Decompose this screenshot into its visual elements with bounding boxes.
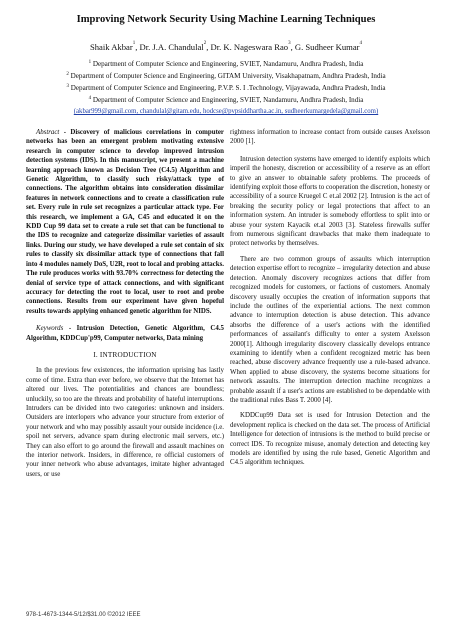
affiliation-superscript: 1 <box>88 60 92 65</box>
body-paragraph: There are two common groups of assaults which interruption detection expertise effort to recognize – irregularity detection and abuse detection. Anomaly discovery recognizes actions that differ from recognized models for customers, or factions of customers. Anomaly discovery usually occupies the creation of information supports that include the outlines of the experiential actions. The next common advance to interruption detection is abuse detection. This advance absorbs the difference of a user's actions with the identified performances of assailant's difficulty to enter a system Axelsson 2000[1]. Although irregularity discovery classically develops entrance examining to identify when a confident recognized metric has been reached, abuse discovery advance frequently use a rule-based advance. When applied to abuse discovery, the systems become situations for network assaults. The interruption detection machine recognizes a probable assault if a user's actions are established to be dependable with the traditional rules Bass T. 2000 [4]. <box>230 255 430 404</box>
author-name: G. Sudheer Kumar <box>294 42 360 52</box>
body-paragraph: Intrusion detection systems have emerged to identify exploits which imperil the honesty, discretion or accessibility of a reserve as an effort to give an answer to obtainable safety problems. The proceeds of identifying exploit those efforts to cooperation the discretion, honesty or accessibility of a source Kruegel C et.al 2002 [2]. Intrusion is the act of breaking the security policy or legal protections that affect to an information system. An intruder is somebody effortless to split into or abuse your system Kayacik et.al 2003 [3]. Stateless firewalls suffer from numerous significant drawbacks that make them inadequate to protect networks by themselves. <box>230 155 430 248</box>
left-column <box>26 128 224 485</box>
abstract-text: - Discovery of malicious correlations in computer networks has been an emergent problem motivating extensive research in computer science to develop improved intrusion detection systems (IDS). In this manuscript, we present a machine learning approach known as Decision Tree (C4.5) Algorithm and Genetic Algorithm, to classify such risky/attack type of connections. The algorithm obtains into consideration dissimilar features in network connections and to create a classification rule set. Every rule in rule set recognizes a particular attack type. For this research, we implement a GA, C45 and educated it on the KDD Cup 99 data set to create a rule set that can be functional to the IDS to recognize and categorize dissimilar varieties of assault links. During our study, we have developed a rule set contain of six rules to classify six dissimilar attack type of connections that fall into 4 modules namely DoS, U2R, root to local and probing attacks. The rule produces works with 93.70% correctness for detecting the denial of service type of attack connections, and with significant accuracy for detecting the root to local, user to root and probe connections. Results from our experiment have given hopeful results towards applying enhanced genetic algorithm for NIDS. <box>26 129 224 315</box>
affiliation-text: Department of Computer Science and Engineering, P.V.P. S. I .Technology, Vijayawada, Andhra Pradesh, India <box>70 84 386 92</box>
abstract <box>26 128 224 316</box>
author-superscript: 1 <box>132 41 136 46</box>
abstract-label: Abstract <box>36 129 60 136</box>
affiliation-superscript: 4 <box>88 96 92 101</box>
paper-title: Improving Network Security Using Machine Learning Techniques <box>76 14 376 25</box>
introduction-paragraph: In the previous few existences, the information uprising has lastly come of time. Extra than ever before, we observe that the Internet has altered our lives. The potentialities and chances are boundless; unluckily, so too are the threats and probability of hateful interruptions. Intruders can be divided into two categories: unknown and insiders. Outsiders are interlopers who advance your structure from exterior of your network and who may possibly assault your outside incidence (i.e. spoil net servers, advance spam during electronic mail servers, etc.) They can also effort to go around the firewall and assault machines on the interior network. Insiders, in difference, re official customers of your inner network who abuse advantages, imitate higher advantaged users, or use <box>26 367 224 478</box>
author-name: Shaik Akbar <box>89 42 133 52</box>
affiliation-text: Department of Computer Science and Engineering, SVIET, Nandamuru, Andhra Pradesh, India <box>92 60 364 68</box>
section-heading-introduction: I. INTRODUCTION <box>93 350 157 359</box>
keywords-label: Keywords <box>36 325 64 333</box>
author-superscript: 2 <box>203 41 207 46</box>
keywords <box>26 324 224 343</box>
affiliation-line <box>0 83 452 94</box>
author-emails[interactable]: (akbar999@gmail.com, chandulal@gitam.edu, hodcse@pvpsiddhartha.ac.in, sudheerkumargedela@gmail.com) <box>73 108 379 115</box>
author-name: Dr. K. Nageswara Rao <box>210 42 289 52</box>
affiliation-line <box>0 95 452 106</box>
author-name: Dr. J.A. Chandulal <box>139 42 204 52</box>
right-column <box>230 128 430 474</box>
affiliation-line <box>0 59 452 70</box>
affiliation-text: Department of Computer Science and Engineering, GITAM University, Visakhapatnam, Andhra Pradesh, India <box>70 72 386 80</box>
keywords-text: - Intrusion Detection, Genetic Algorithm, C4.5 Algorithm, KDDCup'p99, Computer networks, Data mining <box>26 325 224 342</box>
copyright-footer: 978-1-4673-1344-5/12/$31.00 ©2012 IEEE <box>26 612 141 618</box>
author-line: Shaik Akbar$^1$, Dr. J.A. Chandulal$^2$, Dr. K. Nageswara Rao$^3$, G. Sudheer Kumar$^4$ <box>89 41 363 52</box>
body-paragraph: KDDCup99 Data set is used for Intrusion Detection and the development replica is checked on the data set. The process of Artificial Intelligence for detection of intrusions is the method to build precise or correct IDS. To recognize misuse, anomaly detection and detecting key models are identified by using the rule based, Genetic Algorithm and C4.5 algorithm techniques. <box>230 412 430 467</box>
affiliation-superscript: 2 <box>66 72 69 77</box>
affiliation-text: Department of Computer Science and Engineering, SVIET, Nandamuru, Andhra Pradesh, India <box>92 96 364 104</box>
author-superscript: 3 <box>288 41 291 46</box>
author-superscript: 4 <box>359 41 363 46</box>
affiliation-line <box>0 71 452 82</box>
body-paragraph: rightness information to increase contact from outside causes Axelsson 2000 [1]. <box>230 129 430 146</box>
affiliation-superscript: 3 <box>66 84 69 89</box>
